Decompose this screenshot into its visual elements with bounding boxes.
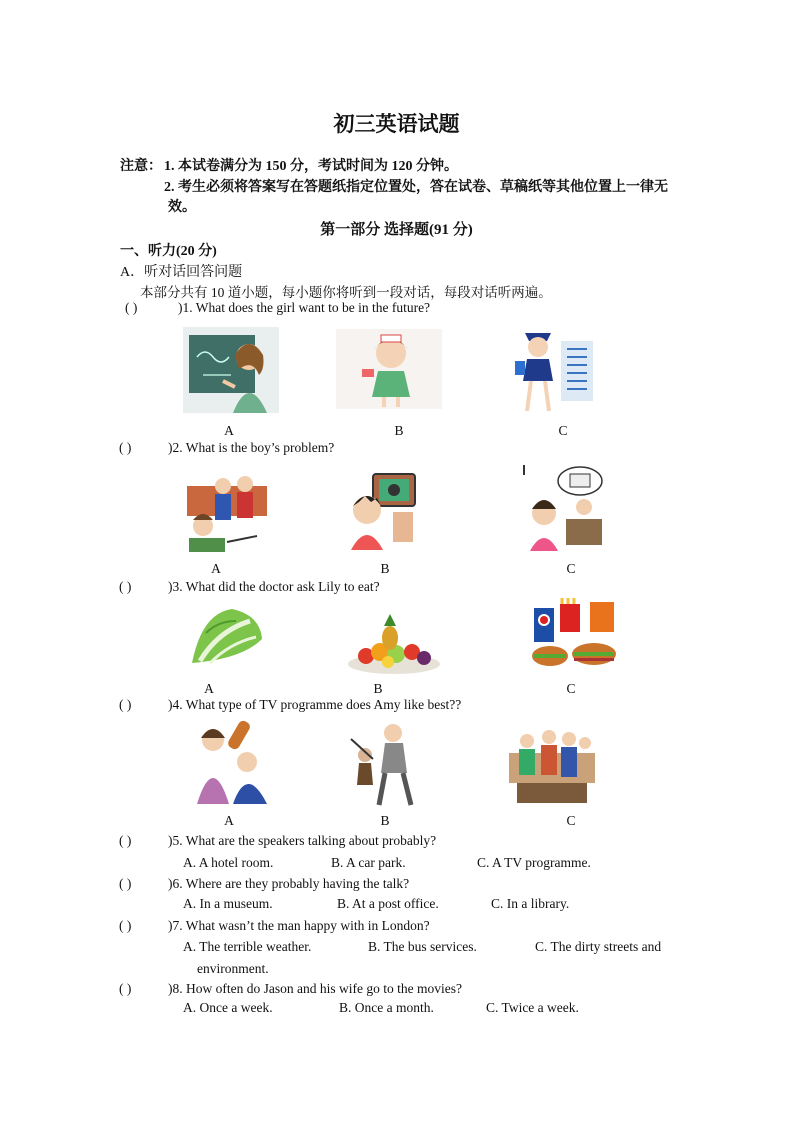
boys-arguing-image (183, 464, 271, 552)
q5-blank[interactable]: ( ) (119, 833, 132, 848)
police-officer-image (507, 323, 598, 416)
q5-option-a[interactable]: A. A hotel room. (183, 855, 274, 870)
sectionA-title: A．听对话回答问题 (120, 265, 243, 280)
q6-option-a[interactable]: A. In a museum. (183, 896, 273, 911)
q2-blank[interactable]: ( ) (119, 440, 132, 455)
sectionA-instruction: 本部分共有 10 道小题，每小题你将听到一段对话，每段对话听两遍。 (140, 285, 552, 300)
part1-title: 第一部分 选择题(91 分) (320, 222, 473, 238)
q7-option-c[interactable]: C. The dirty streets and (535, 939, 662, 954)
q7-option-a[interactable]: A. The terrible weather. (183, 939, 312, 954)
q3-text: )3. What did the doctor ask Lily to eat? (168, 579, 380, 594)
q5-text: )5. What are the speakers talking about probably? (168, 833, 437, 848)
fruit-basket-image (344, 612, 444, 678)
q4-blank[interactable]: ( ) (119, 697, 132, 712)
section1-title: 一、听力(20 分) (120, 244, 217, 259)
q8-blank[interactable]: ( ) (119, 981, 132, 996)
q8-option-b[interactable]: B. Once a month. (339, 1000, 434, 1015)
q2-label-c: C (566, 561, 576, 576)
q2-label-b: B (380, 561, 390, 576)
q2-label-a: A (211, 561, 221, 576)
vegetable-cabbage-image (186, 603, 266, 673)
boy-tv-image (339, 466, 421, 550)
q1-label-a: A (224, 423, 234, 438)
q7-option-c-cont: environment. (197, 961, 269, 976)
q8-text: )8. How often do Jason and his wife go to the movies? (168, 981, 462, 996)
q1-label-c: C (558, 423, 568, 438)
teacher-image (183, 327, 279, 413)
q5-option-b[interactable]: B. A car park. (331, 855, 406, 870)
page-title: 初三英语试题 (333, 112, 460, 136)
shopping-crowd-image (509, 723, 595, 805)
q4-text: )4. What type of TV programme does Amy like best?? (168, 697, 462, 712)
q3-blank[interactable]: ( ) (119, 579, 132, 594)
notice-label: 注意： (120, 159, 162, 174)
q4-label-a: A (224, 813, 234, 828)
q7-text: )7. What wasn’t the man happy with in London? (168, 918, 430, 933)
action-movie-image (345, 719, 423, 807)
notice-item-2-cont: 效。 (168, 200, 196, 215)
nurse-image (336, 329, 442, 409)
q4-label-c: C (566, 813, 576, 828)
q7-option-b[interactable]: B. The bus services. (368, 939, 477, 954)
q7-blank[interactable]: ( ) (119, 918, 132, 933)
q2-text: )2. What is the boy’s problem? (168, 440, 335, 455)
notice-item-2: 2. 考生必须将答案写在答题纸指定位置处，答在试卷、草稿纸等其他位置上一律无 (164, 180, 668, 195)
boy-late-clock-image (522, 463, 606, 551)
comedy-couple-image (193, 716, 273, 804)
q6-option-c[interactable]: C. In a library. (491, 896, 570, 911)
q1-text: )1. What does the girl want to be in the future? (178, 300, 431, 315)
q8-option-a[interactable]: A. Once a week. (183, 1000, 273, 1015)
q3-label-b: B (373, 681, 383, 696)
q5-option-c[interactable]: C. A TV programme. (477, 855, 591, 870)
q3-label-c: C (566, 681, 576, 696)
notice-item-1: 1. 本试卷满分为 150 分，考试时间为 120 分钟。 (164, 159, 458, 174)
q6-option-b[interactable]: B. At a post office. (337, 896, 439, 911)
q8-option-c[interactable]: C. Twice a week. (486, 1000, 579, 1015)
q1-blank[interactable]: ( ) (125, 300, 138, 315)
q6-text: )6. Where are they probably having the talk? (168, 876, 410, 891)
q1-label-b: B (394, 423, 404, 438)
q4-label-b: B (380, 813, 390, 828)
q6-blank[interactable]: ( ) (119, 876, 132, 891)
fast-food-image (528, 598, 620, 676)
q3-label-a: A (204, 681, 214, 696)
